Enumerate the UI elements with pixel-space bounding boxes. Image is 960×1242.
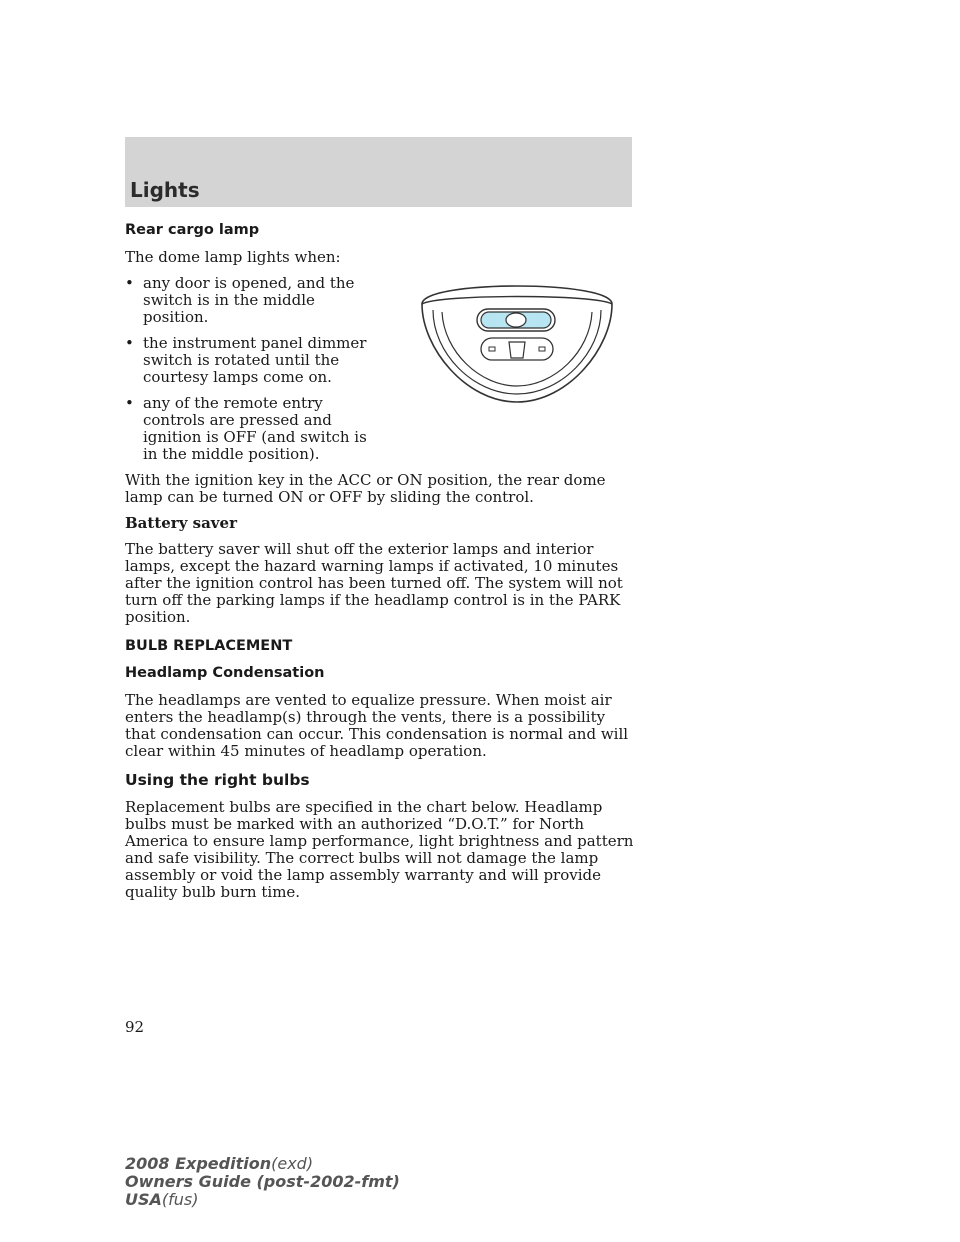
list-item: • any of the remote entry controls are pressed and ignition is OFF (and switch is in the middle position). xyxy=(125,394,367,463)
footer-line-3: USA(fus) xyxy=(125,1190,199,1209)
battery-saver-text: The battery saver will shut off the exterior lamps and interior lamps, except the hazard warning lamps if activated, 10 minutes after the ignition control has been turned off. The system will not turn off the parking lamps if the headlamp control is in the PARK position. xyxy=(125,540,623,626)
right-bulbs-text: Replacement bulbs are specified in the chart below. Headlamp bulbs must be marked with an authorized “D.O.T.” for North America to ensure lamp performance, light brightness and pattern and safe visibility. The correct bulbs will not damage the lamp assembly or void the lamp assembly warranty and will provide quality bulb burn time. xyxy=(125,798,634,901)
section-header-band xyxy=(125,137,632,207)
bulb-replacement-heading: BULB REPLACEMENT xyxy=(125,638,293,654)
dome-lamp-conditions-list xyxy=(125,275,380,463)
battery-saver-heading: Battery saver xyxy=(125,514,237,532)
rear-cargo-after: With the ignition key in the ACC or ON position, the rear dome lamp can be turned ON or OFF by sliding the control. xyxy=(125,471,606,506)
list-item: • the instrument panel dimmer switch is rotated until the courtesy lamps come on. xyxy=(125,334,367,386)
footer-line-1: 2008 Expedition(exd) xyxy=(125,1154,314,1173)
right-bulbs-heading: Using the right bulbs xyxy=(125,771,310,789)
section-title: Lights xyxy=(130,178,200,202)
page-number: 92 xyxy=(125,1018,145,1036)
condensation-heading: Headlamp Condensation xyxy=(125,665,325,681)
bullet-icon: • xyxy=(125,334,134,352)
bullet-icon: • xyxy=(125,394,134,412)
rear-cargo-heading: Rear cargo lamp xyxy=(125,222,260,238)
condensation-text: The headlamps are vented to equalize pressure. When moist air enters the headlamp(s) through the vents, there is a possibility that condensation can occur. This condensation is normal and will clear within 45 minutes of headlamp operation. xyxy=(125,691,629,760)
list-item: • any door is opened, and the switch is in the middle position. xyxy=(125,274,355,326)
document-footer xyxy=(125,1155,400,1209)
rear-cargo-intro: The dome lamp lights when: xyxy=(125,248,341,266)
dome-lamp-illustration-icon xyxy=(418,268,616,406)
bullet-icon: • xyxy=(125,274,134,292)
footer-line-2: Owners Guide (post-2002-fmt) xyxy=(125,1172,400,1191)
